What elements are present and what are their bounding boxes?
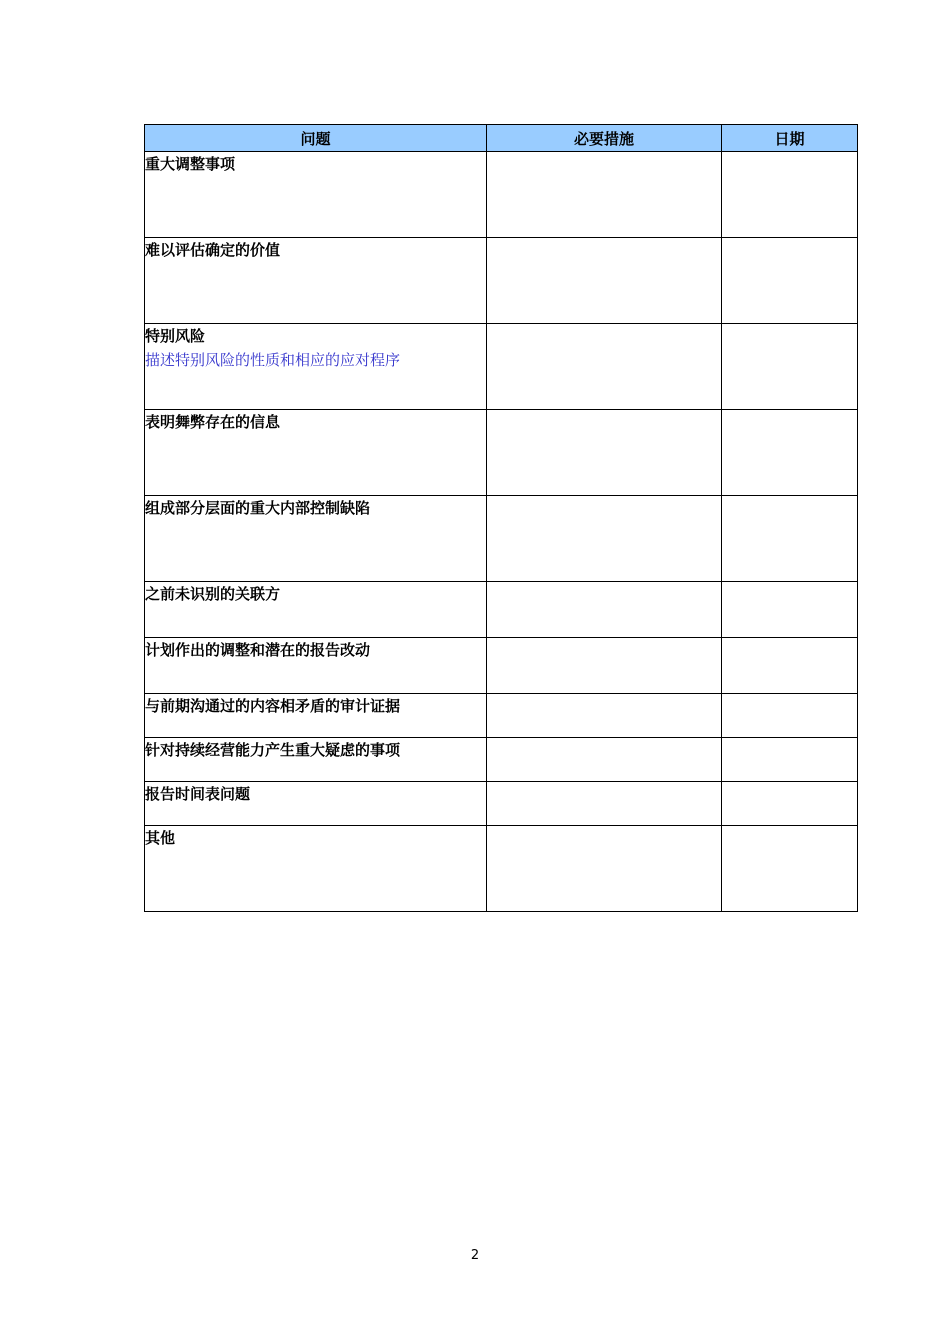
issue-cell [145,638,487,694]
action-cell[interactable] [487,694,722,738]
issue-title: 其他 [145,829,176,847]
table-header-row [145,125,858,152]
date-cell[interactable] [722,410,858,496]
issue-cell [145,582,487,638]
issue-title: 计划作出的调整和潜在的报告改动 [145,641,371,659]
date-cell[interactable] [722,324,858,410]
issue-cell [145,782,487,826]
table-row [145,324,858,410]
table-row [145,638,858,694]
issue-cell [145,238,487,324]
table-row [145,238,858,324]
action-cell[interactable] [487,238,722,324]
issue-title: 特别风险 [145,327,206,345]
action-cell[interactable] [487,738,722,782]
date-cell[interactable] [722,152,858,238]
issue-title: 表明舞弊存在的信息 [145,413,281,431]
date-cell[interactable] [722,638,858,694]
issue-cell [145,496,487,582]
header-date: 日期 [722,125,858,152]
issue-title: 与前期沟通过的内容相矛盾的审计证据 [145,697,401,715]
action-cell[interactable] [487,152,722,238]
table-row [145,694,858,738]
issue-title: 报告时间表问题 [145,785,251,803]
issue-cell [145,324,487,410]
issue-title: 组成部分层面的重大内部控制缺陷 [145,499,371,517]
issue-cell [145,738,487,782]
action-cell[interactable] [487,582,722,638]
issue-note: 描述特别风险的性质和相应的应对程序 [145,351,401,369]
date-cell[interactable] [722,826,858,912]
action-cell[interactable] [487,496,722,582]
issue-title: 针对持续经营能力产生重大疑虑的事项 [145,741,401,759]
header-action: 必要措施 [487,125,722,152]
table-row [145,582,858,638]
action-cell[interactable] [487,638,722,694]
table-row [145,782,858,826]
issue-cell [145,826,487,912]
date-cell[interactable] [722,582,858,638]
action-cell[interactable] [487,410,722,496]
issue-title: 难以评估确定的价值 [145,241,281,259]
date-cell[interactable] [722,782,858,826]
action-cell[interactable] [487,782,722,826]
table-row [145,738,858,782]
action-cell[interactable] [487,826,722,912]
issues-table [144,124,858,912]
action-cell[interactable] [487,324,722,410]
table-row [145,410,858,496]
header-issue: 问题 [145,125,487,152]
date-cell[interactable] [722,738,858,782]
date-cell[interactable] [722,496,858,582]
table-row [145,152,858,238]
issue-cell [145,410,487,496]
date-cell[interactable] [722,694,858,738]
page-number: 2 [470,1248,480,1263]
date-cell[interactable] [722,238,858,324]
issue-cell [145,694,487,738]
issue-title: 重大调整事项 [145,155,236,173]
issue-cell [145,152,487,238]
table-row [145,496,858,582]
issue-title: 之前未识别的关联方 [145,585,281,603]
table-row [145,826,858,912]
